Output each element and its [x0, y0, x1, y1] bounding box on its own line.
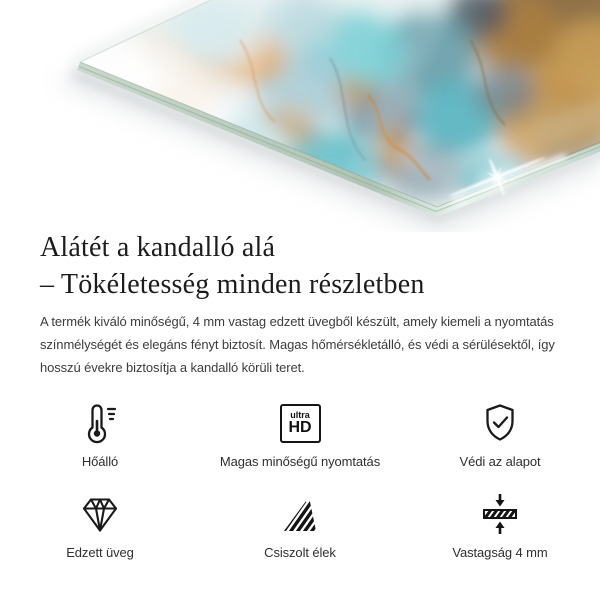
feature-thickness	[400, 489, 600, 560]
polished-edge-icon	[277, 489, 323, 539]
description-line-2: színmélységét és elegáns fényt biztosít. Magas hőmérsékletálló, és védi a sérülésektől, így	[40, 337, 555, 352]
diamond-icon	[77, 489, 123, 539]
glass-panel-photo	[0, 0, 600, 232]
feature-protects-base	[400, 398, 600, 469]
feature-label: Vastagság 4 mm	[452, 545, 548, 560]
feature-grid	[0, 398, 600, 560]
feature-row-1	[0, 398, 600, 469]
feature-row-2	[0, 489, 600, 560]
feature-label: Csiszolt élek	[264, 545, 336, 560]
product-description	[40, 310, 555, 379]
shield-check-icon	[478, 398, 522, 448]
feature-label: Edzett üveg	[66, 545, 134, 560]
thickness-icon	[477, 489, 523, 539]
title-line-1: Alátét a kandalló alá	[40, 232, 276, 263]
title-line-2: – Tökéletesség minden részletben	[40, 269, 425, 300]
description-line-3: hosszú évekre biztosítja a kandalló körüli teret.	[40, 360, 305, 375]
feature-label: Hőálló	[81, 454, 119, 469]
thermometer-icon	[78, 398, 122, 448]
feature-label: Magas minőségű nyomtatás	[219, 454, 381, 469]
feature-tempered-glass	[0, 489, 200, 560]
feature-label: Védi az alapot	[459, 454, 541, 469]
ultra-hd-icon-text-bottom: HD	[288, 418, 312, 436]
page-title	[40, 229, 425, 303]
ultra-hd-icon	[280, 398, 321, 448]
feature-polished-edges	[200, 489, 400, 560]
hero-image	[0, 0, 600, 232]
description-line-1: A termék kiváló minőségű, 4 mm vastag edzett üvegből készült, amely kiemeli a nyomtatás	[40, 314, 554, 329]
ultra-hd-icon-text-top: ultra	[290, 409, 310, 420]
feature-heat-resistant	[0, 398, 200, 469]
feature-ultra-hd-print	[200, 398, 400, 469]
